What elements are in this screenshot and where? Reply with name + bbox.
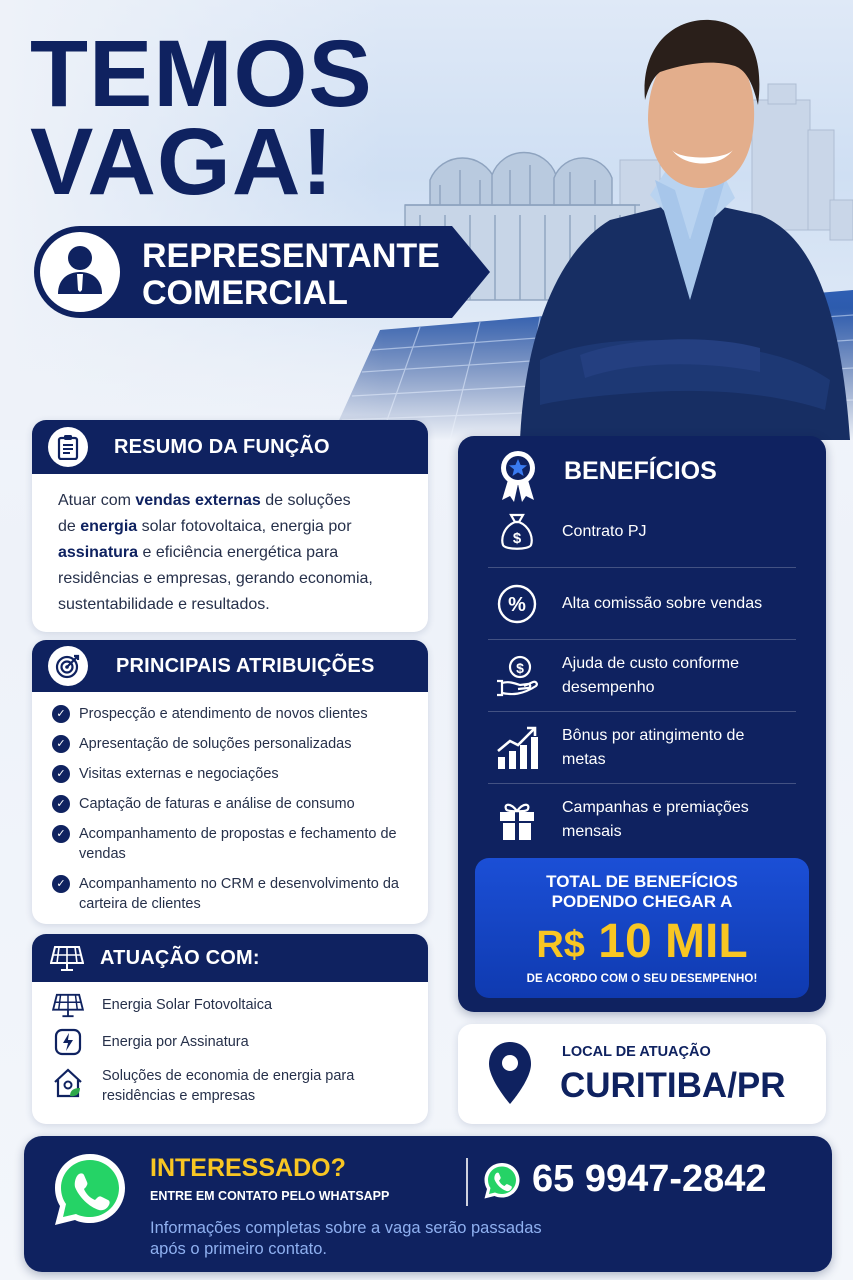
headline	[30, 21, 373, 215]
benefit-item	[488, 496, 796, 568]
solar-panel-icon	[50, 944, 84, 972]
location-city: CURITIBA/PR	[560, 1066, 786, 1105]
list-item: ✓ Apresentação de soluções personalizadas	[52, 734, 422, 754]
areas-title: ATUAÇÃO COM:	[100, 946, 260, 969]
benefit-label: Contrato PJ	[562, 522, 647, 540]
list-item: ✓ Prospecção e atendimento de novos clientes	[52, 704, 422, 724]
contact-sub: ENTRE EM CONTATO PELO WHATSAPP	[150, 1189, 390, 1203]
duties-title: PRINCIPAIS ATRIBUIÇÕES	[116, 654, 375, 677]
benefit-label: Alta comissão sobre vendas	[562, 594, 763, 612]
role-title	[142, 238, 440, 312]
target-icon	[48, 646, 88, 686]
area-label: Energia Solar Fotovoltaica	[102, 997, 273, 1013]
whatsapp-icon[interactable]	[50, 1150, 130, 1230]
area-label: Energia por Assinatura	[102, 1034, 249, 1050]
location-label: LOCAL DE ATUAÇÃO	[562, 1044, 711, 1060]
total-benefits-box	[475, 858, 809, 998]
solar-panel-icon	[52, 992, 84, 1018]
list-item: ✓ Visitas externas e negociações	[52, 764, 422, 784]
area-item-solar	[52, 992, 272, 1018]
contact-note: Informações completas sobre a vaga serão passadas após o primeiro contato.	[150, 1219, 542, 1258]
svg-text:$: $	[516, 659, 524, 676]
area-item-subscription	[54, 1028, 249, 1056]
areas-header	[32, 934, 428, 982]
summary-header	[32, 420, 428, 474]
lightning-icon	[54, 1028, 82, 1056]
contact-headline: INTERESSADO?	[150, 1154, 346, 1182]
area-label: Soluções de economia de energia para residências e empresas	[102, 1068, 355, 1104]
svg-text:$: $	[512, 529, 522, 547]
role-line1: REPRESENTANTE	[142, 237, 440, 275]
benefit-label: Ajuda de custo conforme desempenho	[562, 654, 739, 696]
headline-line1: TEMOS	[30, 21, 373, 127]
location-pin-icon	[486, 1040, 534, 1106]
hand-coin-icon	[494, 653, 540, 699]
contact-phone[interactable]: 65 9947-2842	[532, 1158, 767, 1200]
summary-text: Atuar com vendas externas de soluções de energia solar fotovoltaica, energia por assinatura e eficiência energética para residências e empresas, gerando economia, sustentabilidade e resultados.	[58, 492, 373, 613]
benefit-item	[488, 784, 796, 856]
percent-icon	[496, 583, 538, 625]
role-line2: COMERCIAL	[142, 274, 348, 312]
benefit-item	[488, 640, 796, 712]
money-bag-icon	[497, 511, 537, 553]
total-line2: PODENDO CHEGAR A	[551, 892, 733, 911]
divider	[466, 1158, 468, 1206]
growth-chart-icon	[494, 725, 540, 771]
benefit-label: Campanhas e premiações mensais	[562, 799, 749, 840]
total-note: DE ACORDO COM O SEU DESEMPENHO!	[526, 973, 758, 985]
headline-line2: VAGA!	[30, 109, 335, 215]
benefit-item	[488, 568, 796, 640]
benefit-item	[488, 712, 796, 784]
benefit-label: Bônus por atingimento de metas	[562, 726, 745, 768]
benefits-title: BENEFÍCIOS	[564, 457, 717, 485]
duties-header	[32, 640, 428, 692]
summary-title: RESUMO DA FUNÇÃO	[114, 435, 330, 458]
award-badge-icon	[496, 448, 540, 502]
area-item-savings	[52, 1066, 362, 1106]
clipboard-icon	[48, 427, 88, 467]
gift-icon	[496, 798, 538, 842]
list-item: ✓ Captação de faturas e análise de consumo	[52, 794, 422, 814]
total-amount: R$ 10 MIL	[536, 915, 748, 968]
eco-house-icon	[52, 1066, 84, 1100]
total-line1: TOTAL DE BENEFÍCIOS	[546, 872, 738, 891]
whatsapp-small-icon	[482, 1161, 522, 1201]
list-item: ✓ Acompanhamento de propostas e fechamento de vendas	[52, 824, 422, 864]
svg-text:%: %	[508, 593, 526, 616]
duties-list	[52, 704, 422, 924]
list-item: ✓ Acompanhamento no CRM e desenvolvimento da carteira de clientes	[52, 874, 422, 914]
